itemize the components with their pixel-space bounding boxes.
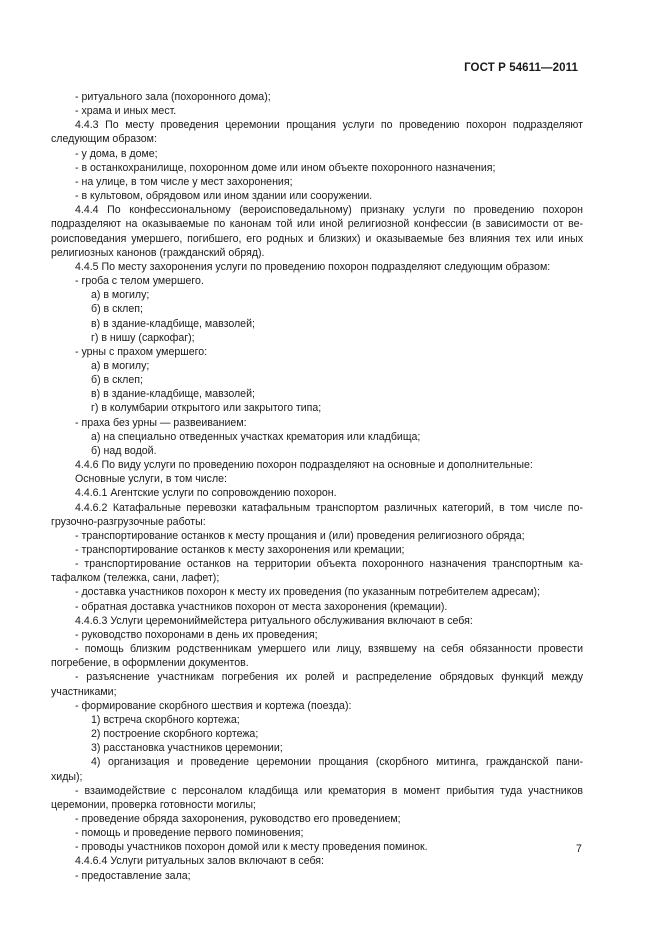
text-line: - урны с прахом умершего: [75,345,208,358]
text-line: - транспортирование останков к месту прощания и (или) проведения религиозного обряда; [75,529,525,542]
text-line: погребение, в оформлении документов. [51,657,249,670]
text-line: хиды); [51,770,83,783]
page-number: 7 [576,843,582,855]
text-line: - у дома, в доме; [75,147,158,160]
text-line: подразделяют на оказываемые по канонам той или иной религиозной конфессии (в зависимости от ве- [51,218,583,231]
document-body [51,90,583,883]
text-line: роисповедания умершего, погибшего, его родных и близких) и оказываемые без влияния тех или иных [51,232,583,245]
text-line: 4) организация и проведение церемонии прощания (скорбного митинга, гражданской пани- [91,756,583,769]
text-line: - руководство похоронами в день их проведения; [75,628,318,641]
text-line: б) над водой. [91,444,157,457]
text-line: б) в склеп; [91,374,143,387]
text-line: - транспортирование останков к месту захоронения или кремации; [75,544,405,556]
text-line: - в культовом, обрядовом или ином здании или сооружении. [75,190,373,203]
text-line: г) в колумбарии открытого или закрытого типа; [91,402,322,415]
text-line: Основные услуги, в том числе: [75,473,228,486]
text-line: 4.4.6.4 Услуги ритуальных залов включают в себя: [75,855,324,868]
text-line: а) в могилу; [91,359,150,372]
text-line: - проводы участников похорон домой или к месту проведения поминок. [75,841,428,854]
text-line: - ритуального зала (похоронного дома); [75,91,271,103]
text-line: 4.4.5 По месту захоронения услуги по проведению похорон подразделяют следующим образом: [75,260,551,273]
text-line: - помощь близким родственникам умершего или лицу, взявшему на себя обязанности провести [75,643,583,656]
text-line: а) в могилу; [91,289,150,302]
text-line: следующим образом: [51,133,157,146]
text-line: грузочно-разгрузочные работы: [51,515,206,528]
text-line: г) в нишу (саркофаг); [91,331,195,344]
text-line: религиозных канонов (гражданский обряд). [51,246,265,259]
text-line: церемонии, проверка готовности могилы; [51,798,256,811]
text-line: 1) встреча скорбного кортежа; [91,713,240,726]
text-line: - обратная доставка участников похорон от места захоронения (кремации). [75,600,448,613]
text-line: - доставка участников похорон к месту их проведения (по указанным потребителем адресам); [75,586,541,599]
text-line: - взаимодействие с персоналом кладбища или крематория в момент прибытия туда участников [75,784,583,797]
text-line: - проведение обряда захоронения, руководство его проведением; [75,812,401,825]
text-line: б) в склеп; [91,303,143,316]
text-line: 4.4.3 По месту проведения церемонии прощания услуги по проведению похорон подразделяют [75,119,583,132]
document-header: ГОСТ Р 54611—2011 [464,62,578,74]
text-line: 4.4.4 По конфессиональному (вероисповедальному) признаку услуги по проведению похорон [75,204,583,217]
text-line: - гроба с телом умершего. [75,275,204,288]
text-line: 4.4.6 По виду услуги по проведению похорон подразделяют на основные и дополнительные: [75,459,533,472]
text-line: - разъяснение участникам погребения их ролей и распределение обрядовых функций между [75,671,583,684]
text-line: - формирование скорбного шествия и кортежа (поезда): [75,699,352,712]
text-line: 4.4.6.2 Катафальные перевозки катафальным транспортом различных категорий, в том числе по- [75,501,583,514]
text-line: 4.4.6.1 Агентские услуги по сопровождению похорон. [75,487,337,500]
text-line: - праха без урны — развеиванием: [75,416,247,429]
text-line: тафалком (тележка, сани, лафет); [51,572,220,585]
text-line: - в останкохранилище, похоронном доме или ином объекте похоронного назначения; [75,161,496,174]
text-line: участниками; [51,685,117,698]
text-line: 4.4.6.3 Услуги церемониймейстера ритуального обслуживания включают в себя: [75,614,473,627]
text-line: а) на специально отведенных участках крематория или кладбища; [91,430,421,443]
text-line: в) в здание-кладбище, мавзолей; [91,317,255,330]
text-line: - предоставление зала; [75,869,191,882]
text-line: - транспортирование останков на территории объекта похоронного назначения транспортным ка- [75,558,583,571]
text-line: - на улице, в том числе у мест захоронения; [75,175,293,188]
text-line: - помощь и проведение первого поминовения; [75,827,304,840]
text-line: - храма и иных мест. [75,105,177,118]
text-line: в) в здание-кладбище, мавзолей; [91,388,255,401]
text-line: 2) построение скорбного кортежа; [91,728,259,741]
text-line: 3) расстановка участников церемонии; [91,742,283,755]
